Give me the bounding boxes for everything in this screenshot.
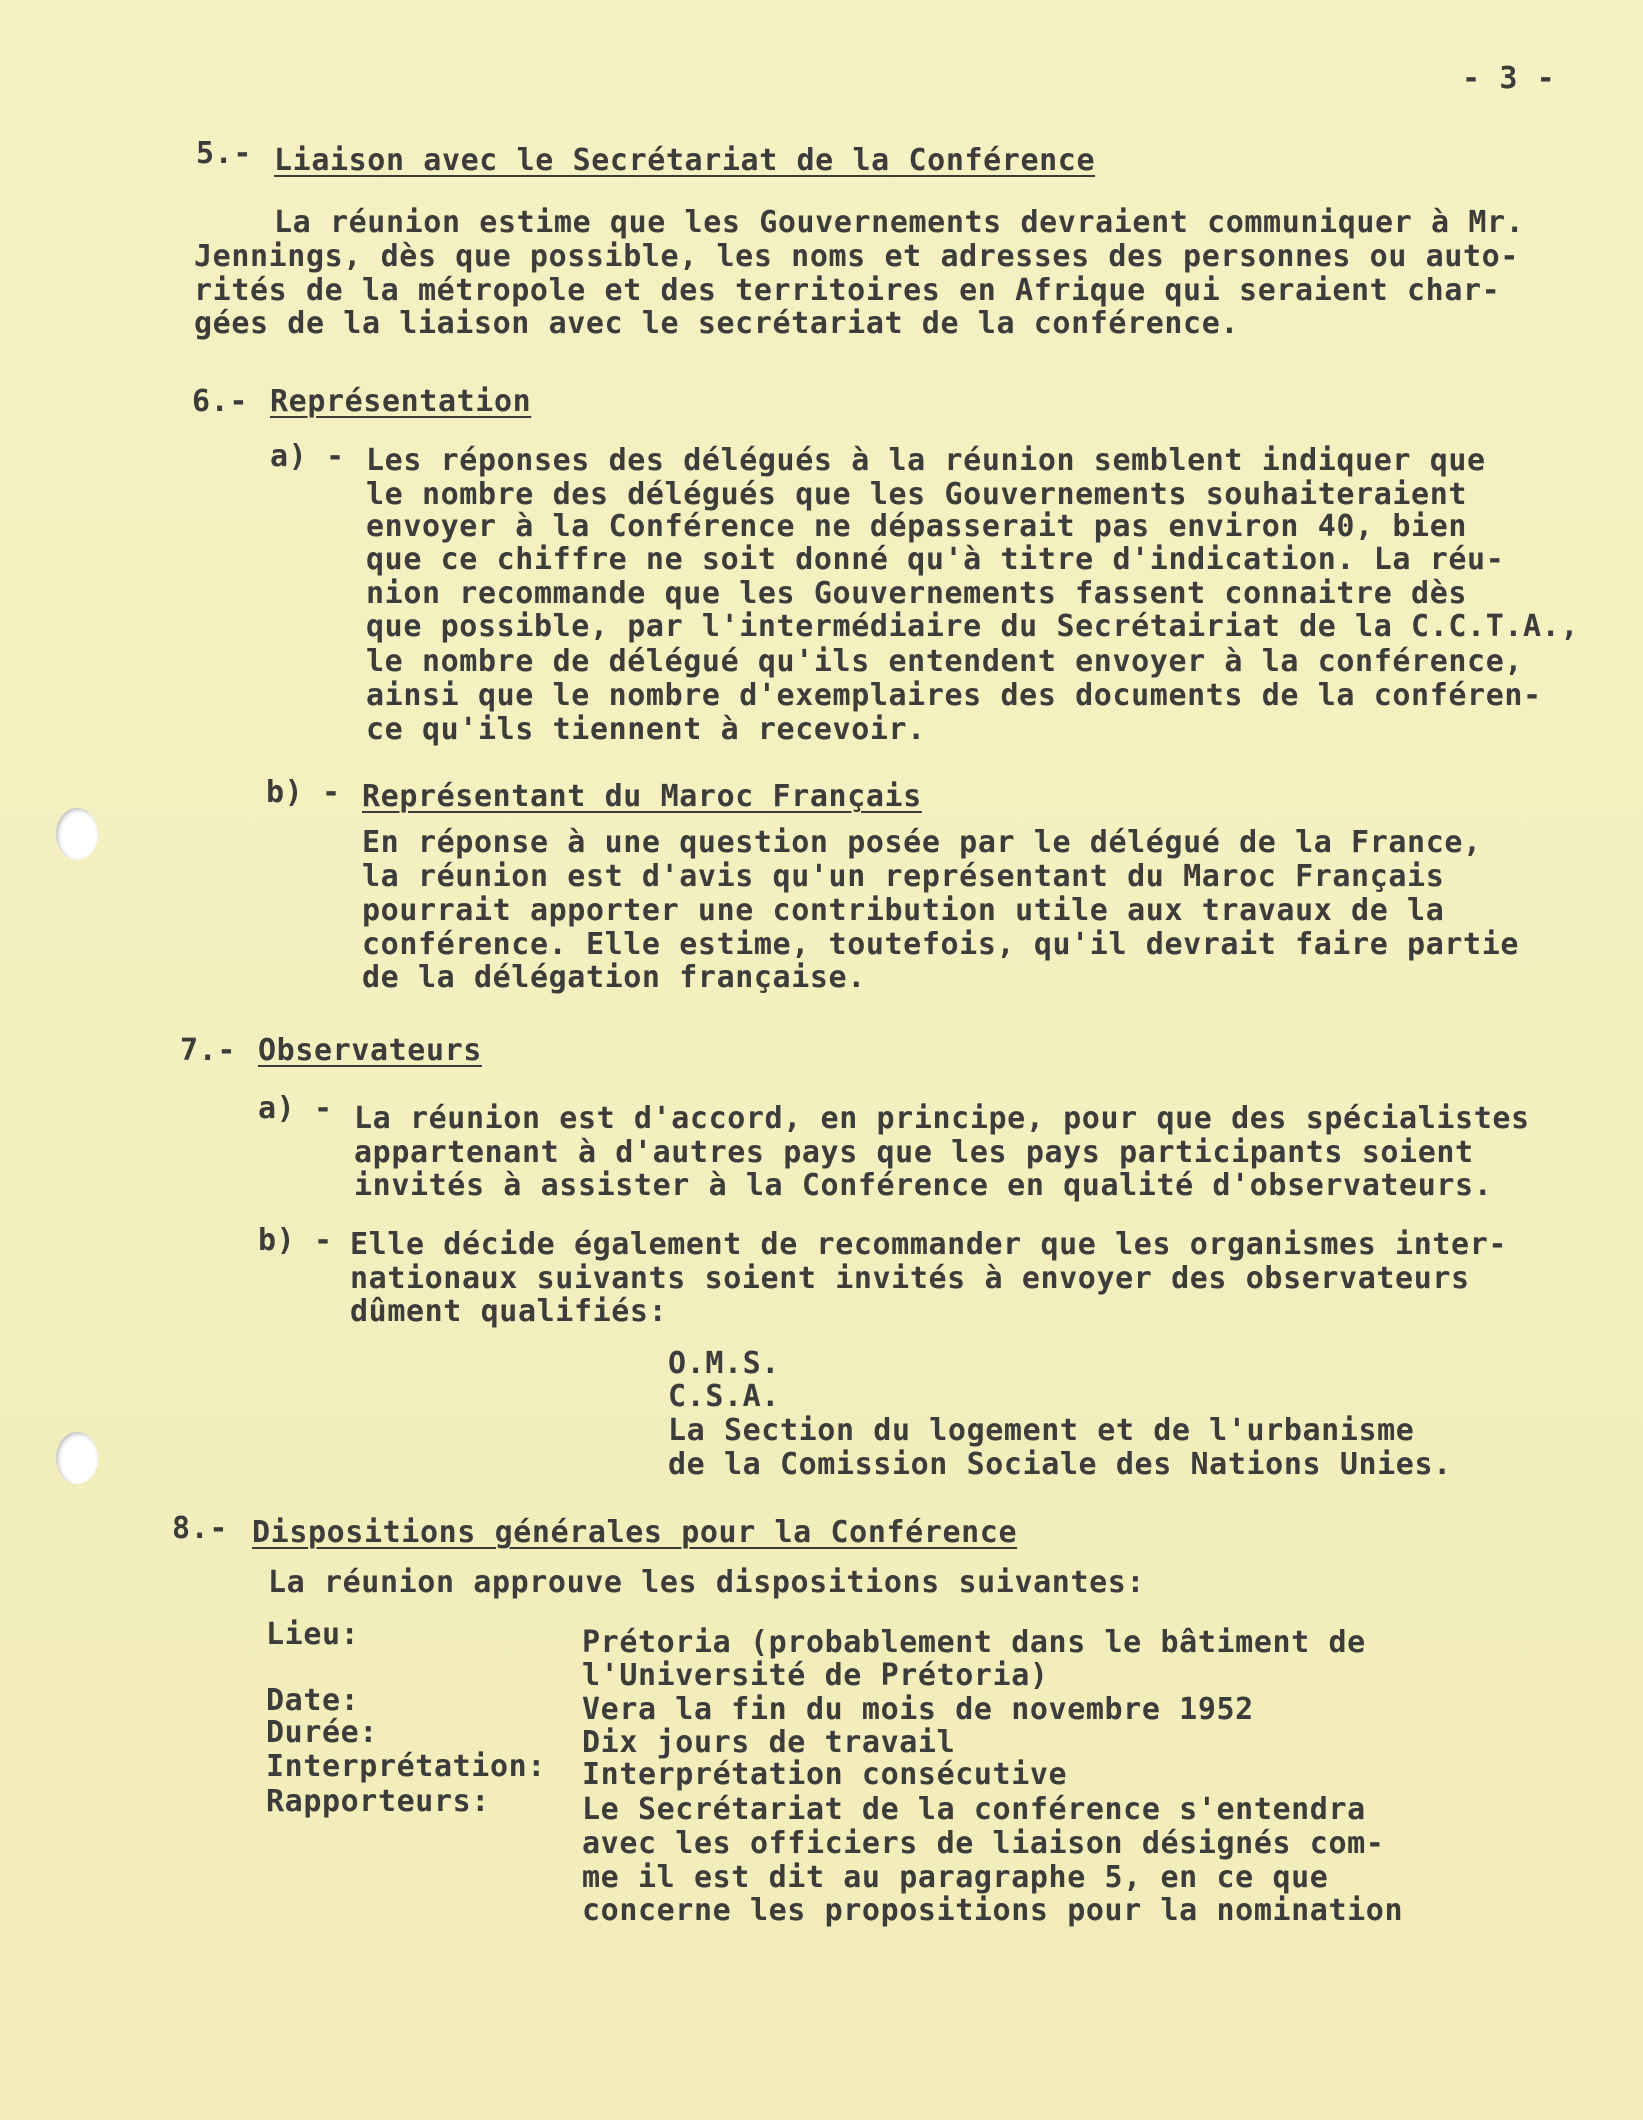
arrangement-value: l'Université de Prétoria)	[582, 1658, 1049, 1693]
observer-org: La Section du logement et de l'urbanisme	[668, 1413, 1415, 1448]
arrangement-label-rapporteurs: Rapporteurs:	[266, 1784, 490, 1819]
section-7-a-line: appartenant à d'autres pays que les pays participants soient	[354, 1135, 1474, 1170]
arrangement-label-lieu: Lieu:	[266, 1617, 360, 1652]
section-7-heading: Observateurs	[258, 1033, 482, 1068]
section-5-heading: Liaison avec le Secrétariat de la Conférence	[274, 143, 1096, 178]
section-5-line: Jennings, dès que possible, les noms et adresses des personnes ou auto-	[194, 239, 1519, 274]
section-6-a-line: nion recommande que les Gouvernements fassent connaitre dès	[366, 576, 1468, 611]
arrangement-value: Interprétation consécutive	[582, 1757, 1068, 1792]
section-6-a-line: le nombre de délégué qu'ils entendent envoyer à la conférence,	[366, 644, 1524, 679]
section-6-b-heading: Représentant du Maroc Français	[362, 779, 922, 814]
arrangement-label-date: Date:	[266, 1683, 360, 1718]
section-5-line: rités de la métropole et des territoires en Afrique qui seraient char-	[194, 273, 1501, 308]
section-6-a-line: que possible, par l'intermédiaire du Secrétairiat de la C.C.T.A.,	[366, 609, 1579, 644]
section-7-number: 7.-	[180, 1033, 236, 1068]
section-6-a-line: le nombre des délégués que les Gouvernements souhaiteraient	[366, 477, 1468, 512]
section-7-b-line: nationaux suivants soient invités à envoyer des observateurs	[350, 1261, 1470, 1296]
section-7-b-line: dûment qualifiés:	[350, 1294, 668, 1329]
section-7-a-label: a) -	[258, 1091, 333, 1126]
arrangement-value: concerne les propositions pour la nomination	[582, 1893, 1404, 1928]
observer-org: de la Comission Sociale des Nations Unies.	[668, 1447, 1452, 1482]
section-6-a-line: Les réponses des délégués à la réunion semblent indiquer que	[366, 443, 1486, 478]
section-6-heading: Représentation	[270, 384, 532, 419]
section-6-a-line: ce qu'ils tiennent à recevoir.	[366, 712, 926, 747]
punch-hole-top	[56, 808, 98, 860]
section-8-heading: Dispositions générales pour la Conférence	[252, 1515, 1018, 1550]
arrangement-label-interpretation: Interprétation:	[266, 1749, 546, 1784]
section-7-a-line: invités à assister à la Conférence en qualité d'observateurs.	[354, 1168, 1493, 1203]
observer-org: C.S.A.	[668, 1379, 780, 1414]
section-8-number: 8.-	[172, 1511, 228, 1546]
section-6-a-label: a) -	[270, 439, 345, 474]
section-6-a-line: ainsi que le nombre d'exemplaires des documents de la conféren-	[366, 678, 1542, 713]
section-7-b-label: b) -	[258, 1223, 333, 1258]
section-6-number: 6.-	[192, 384, 248, 419]
page-number: - 3 -	[1462, 61, 1556, 96]
section-6-b-line: pourrait apporter une contribution utile aux travaux de la	[362, 893, 1445, 928]
arrangement-value: me il est dit au paragraphe 5, en ce que	[582, 1860, 1329, 1895]
arrangement-value: Vera la fin du mois de novembre 1952	[582, 1692, 1254, 1727]
section-8-intro: La réunion approuve les dispositions suivantes:	[268, 1565, 1146, 1600]
section-6-b-label: b) -	[266, 775, 341, 810]
arrangement-value: Dix jours de travail	[582, 1725, 956, 1760]
section-7-b-line: Elle décide également de recommander que les organismes inter-	[350, 1227, 1508, 1262]
arrangement-label-duree: Durée:	[266, 1715, 378, 1750]
section-7-a-line: La réunion est d'accord, en principe, pour que des spécialistes	[354, 1101, 1530, 1136]
arrangement-value: avec les officiers de liaison désignés com-	[582, 1826, 1385, 1861]
arrangement-value: Le Secrétariat de la conférence s'entendra	[582, 1792, 1366, 1827]
section-5-number: 5.-	[196, 136, 252, 171]
punch-hole-bottom	[56, 1432, 98, 1484]
section-6-a-line: que ce chiffre ne soit donné qu'à titre d'indication. La réu-	[366, 542, 1505, 577]
section-6-b-line: de la délégation française.	[362, 960, 866, 995]
arrangement-value: Prétoria (probablement dans le bâtiment de	[582, 1625, 1366, 1660]
observer-org: O.M.S.	[668, 1346, 780, 1381]
section-6-b-line: En réponse à une question posée par le délégué de la France,	[362, 825, 1482, 860]
section-6-b-line: la réunion est d'avis qu'un représentant du Maroc Français	[362, 859, 1445, 894]
section-6-a-line: envoyer à la Conférence ne dépasserait pas environ 40, bien	[366, 509, 1468, 544]
section-5-line: gées de la liaison avec le secrétariat de la conférence.	[194, 306, 1240, 341]
section-6-b-line: conférence. Elle estime, toutefois, qu'il devrait faire partie	[362, 927, 1520, 962]
section-5-line: La réunion estime que les Gouvernements devraient communiquer à Mr.	[274, 205, 1525, 240]
